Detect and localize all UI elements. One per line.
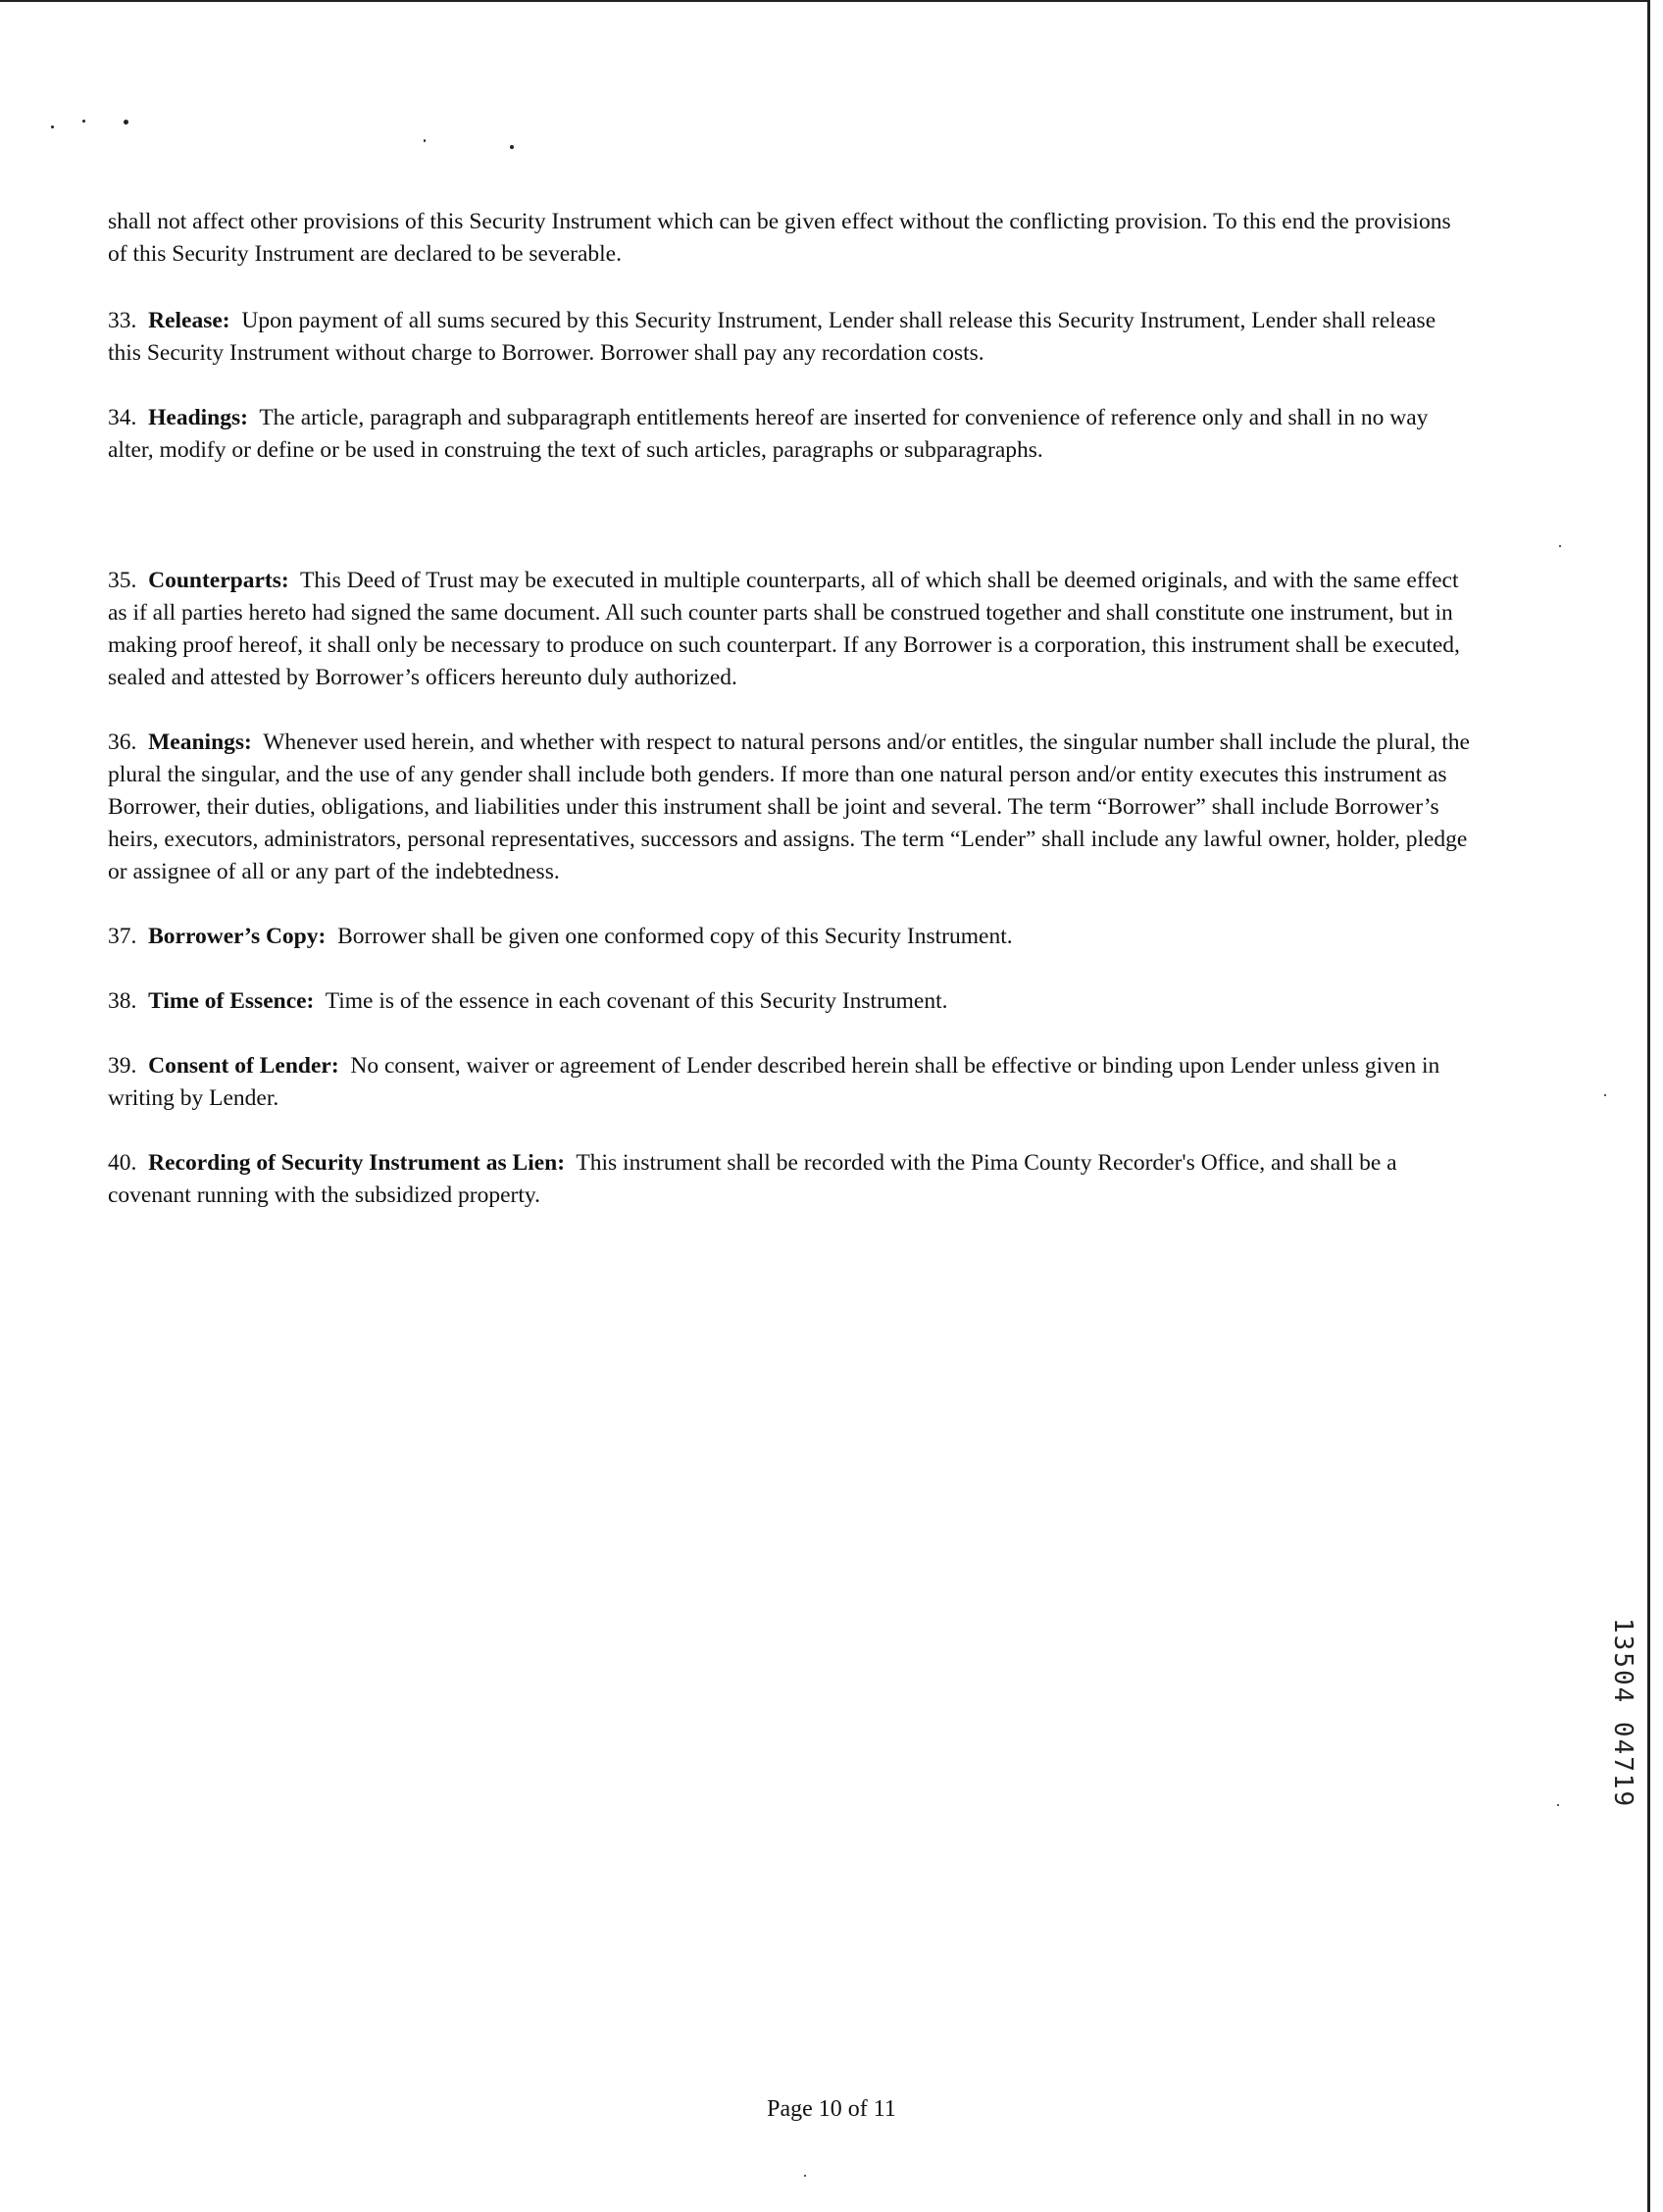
- section-number: 35.: [108, 568, 137, 593]
- section-heading: Recording of Security Instrument as Lien:: [148, 1150, 566, 1176]
- scan-top-edge: [0, 0, 1647, 2]
- section-text: Whenever used herein, and whether with respect to natural persons and/or entitles, the singular number shall include the plural, the plural the singular, and the use of any gender shall include both genders. If more than one natural person and/or entity executes this instrument as Borrower, their duties, obligations, and liabilities under this instrument shall be joint and several. The term “Borrower” shall include Borrower’s heirs, executors, administrators, personal representatives, successors and assigns. The term “Lender” shall include any lawful owner, holder, pledge or assignee of all or any part of the indebtedness.: [108, 729, 1470, 884]
- page-number: Page 10 of 11: [767, 2096, 896, 2122]
- section-number: 37.: [108, 924, 137, 949]
- section-heading: Counterparts:: [148, 568, 289, 593]
- scan-speck: [424, 139, 426, 142]
- section-38-time-of-essence: [108, 985, 1471, 1018]
- section-number: 40.: [108, 1150, 137, 1176]
- section-text: Upon payment of all sums secured by this Security Instrument, Lender shall release this Security Instrument, Lender shall release this Security Instrument without charge to Borrower. Borrower shall pay any recordation costs.: [108, 308, 1436, 366]
- recording-number: 13504 04719: [1608, 1618, 1638, 1809]
- scan-speck: [1557, 1804, 1559, 1806]
- scan-right-edge: [1647, 0, 1650, 2212]
- section-33-release: [108, 305, 1471, 370]
- section-text: This Deed of Trust may be executed in multiple counterparts, all of which shall be deemed originals, and with the same effect as if all parties hereto had signed the same document. All such counter parts shall be construed together and shall constitute one instrument, but in making proof hereof, it shall only be necessary to produce on such counterpart. If any Borrower is a corporation, this instrument shall be executed, sealed and attested by Borrower’s officers hereunto duly authorized.: [108, 568, 1460, 690]
- section-34-headings: [108, 402, 1471, 467]
- scan-speck: [1559, 545, 1561, 547]
- section-heading: Borrower’s Copy:: [148, 924, 327, 949]
- section-heading: Consent of Lender:: [148, 1053, 339, 1079]
- section-36-meanings: [108, 727, 1471, 888]
- scan-speck: [82, 120, 85, 123]
- section-37-borrowers-copy: [108, 921, 1471, 953]
- section-heading: Headings:: [148, 405, 248, 430]
- section-number: 36.: [108, 729, 137, 755]
- section-35-counterparts: [108, 565, 1471, 694]
- section-heading: Meanings:: [148, 729, 252, 755]
- section-number: 34.: [108, 405, 137, 430]
- scan-speck: [124, 120, 128, 125]
- section-text: This instrument shall be recorded with the Pima County Recorder's Office, and shall be a covenant running with the subsidized property.: [108, 1150, 1397, 1208]
- section-number: 38.: [108, 988, 137, 1014]
- scan-speck: [51, 126, 54, 128]
- section-text: Borrower shall be given one conformed copy of this Security Instrument.: [337, 924, 1013, 949]
- scan-speck: [804, 2175, 806, 2177]
- document-body: [108, 206, 1471, 1212]
- section-number: 33.: [108, 308, 137, 333]
- continuation-paragraph: shall not affect other provisions of this Security Instrument which can be given effect without the conflicting provision. To this end the provisions of this Security Instrument are declared to be severable.: [108, 209, 1451, 267]
- section-number: 39.: [108, 1053, 137, 1079]
- section-39-consent-of-lender: [108, 1050, 1471, 1115]
- section-heading: Time of Essence:: [148, 988, 315, 1014]
- section-heading: Release:: [148, 308, 230, 333]
- recording-number-stamp: [1608, 1618, 1643, 1824]
- section-text: The article, paragraph and subparagraph entitlements hereof are inserted for convenience of reference only and shall in no way alter, modify or define or be used in construing the text of such articles, paragraphs or subparagraphs.: [108, 405, 1429, 463]
- scan-speck: [510, 145, 514, 149]
- section-text: Time is of the essence in each covenant of this Security Instrument.: [325, 988, 948, 1014]
- scan-speck: [1604, 1094, 1606, 1096]
- section-text: No consent, waiver or agreement of Lender described herein shall be effective or binding upon Lender unless given in writing by Lender.: [108, 1053, 1440, 1111]
- section-40-recording: [108, 1147, 1471, 1212]
